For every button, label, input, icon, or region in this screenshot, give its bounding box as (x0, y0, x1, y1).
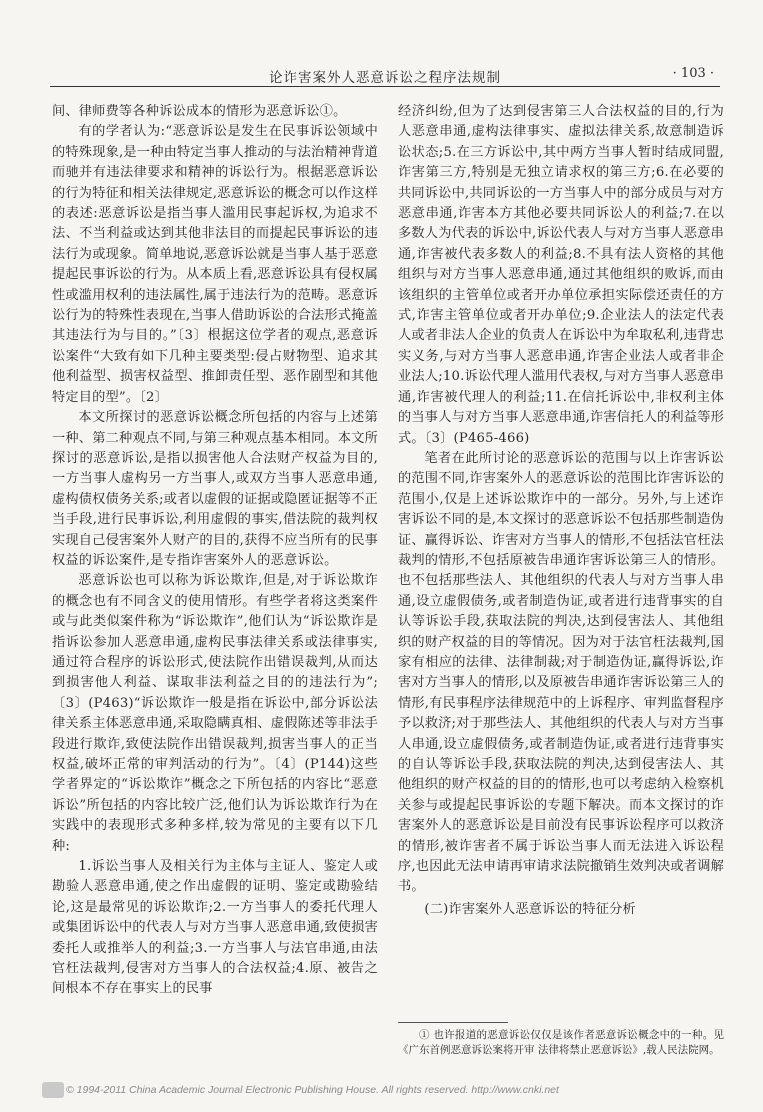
footnote-rule (398, 1022, 508, 1023)
paragraph: 经济纠纷,但为了达到侵害第三人合法权益的目的,行为人恶意串通,虚构法律事实、虚拟法律关系,故意制造诉讼状态;5.在三方诉讼中,其中两方当事人暂时结成同盟,诈害第三方,特别是无独立请求权的第三方;6.在必要的共同诉讼中,共同诉讼的一方当事人中的部分成员与对方恶意串通,诈害本方其他必要共同诉讼人的利益;7.在以多数人为代表的诉讼中,诉讼代表人与对方当事人恶意串通,诈害被代表多数人的利益;8.不具有法人资格的其他组织与对方当事人恶意串通,通过其他组织的败诉,而由该组织的主管单位或者开办单位承担实际偿还责任的方式,诈害主管单位或者开办单位;9.企业法人的法定代表人或者非法人企业的负责人在诉讼中为牟取私利,违背忠实义务,与对方当事人恶意串通,诈害企业法人或者非企业法人;10.诉讼代理人滥用代表权,与对方当事人恶意串通,诈害被代理人的利益;11.在信托诉讼中,非权利主体的当事人与对方当事人恶意串通,诈害信托人的利益等形式。〔3〕(P465-466) (398, 104, 724, 446)
paragraph: 1.诉讼当事人及相关行为主体与主证人、鉴定人或勘验人恶意串通,使之作出虚假的证明、鉴定或勘验结论,这是最常见的诉讼欺诈;2.一方当事人的委托代理人或集团诉讼中的代表人与对方当事人恶意串通,致使损害委托人或推举人的利益;3.一方当事人与法官串通,由法官枉法裁判,侵害对方当事人的合法权益;4.原、被告之间根本不存在事实上的民事 (52, 859, 378, 997)
running-title: 论诈害案外人恶意诉讼之程序法规制 (269, 70, 501, 86)
paragraph: 笔者在此所讨论的恶意诉讼的范围与以上诈害诉讼的范围不同,诈害案外人的恶意诉讼的范围比诈害诉讼的范围小,仅是上述诉讼欺诈中的一部分。另外,与上述诈害诉讼不同的是,本文探讨的恶意诉讼不包括那些制造伪证、赢得诉讼、诈害对方当事人的情形,不包括法官枉法裁判的情形,不包括原被告串通诈害诉讼第三人的情形。也不包括那些法人、其他组织的代表人与对方当事人串通,设立虚假债务,或者制造伪证,或者进行违背事实的自认等诉讼手段,获取法院的判决,达到侵害法人、其他组织的财产权益的目的等情况。因为对于法官枉法裁判,国家有相应的法律、法律制裁;对于制造伪证,赢得诉讼,诈害对方当事人的情形,以及原被告串通诈害诉讼第三人的情形,有民事程序法律规范中的上诉程序、审判监督程序予以救济;对于那些法人、其他组织的代表人与对方当事人串通,设立虚假债务,或者制造伪证,或者进行违背事实的自认等诉讼手段,获取法院的判决,达到侵害法人、其他组织的财产权益的目的的情形,也可以考虑纳入检察机关参与或提起民事诉讼的专题下解决。而本文探讨的诈害案外人的恶意诉讼是目前没有民事诉讼程序可以救济的情形,被诈害者不属于诉讼当事人而无法进入诉讼程序,也因此无法申请再审请求法院撤销生效判决或者调解书。 (398, 450, 724, 895)
paragraph: 间、律师费等各种诉讼成本的情形为恶意诉讼①。 (52, 104, 347, 119)
right-column (398, 102, 724, 920)
paragraph: 有的学者认为:“恶意诉讼是发生在民事诉讼领域中的特殊现象,是一种由特定当事人推动的与法治精神背道而驰并有违法律要求和精神的诉讼行为。根据恶意诉讼的行为特征和相关法律规定,恶意诉讼的概念可以作这样的表述:恶意诉讼是指当事人滥用民事起诉权,为追求不法、不当利益或达到其他非法目的而提起民事诉讼的违法行为或现象。简单地说,恶意诉讼就是当事人基于恶意提起民事诉讼的行为。从本质上看,恶意诉讼具有侵权属性或滥用权利的违法属性,属于违法行为的范畴。恶意诉讼行为的特殊性表现在,当事人借助诉讼的合法形式掩盖其违法行为与目的。”〔3〕根据这位学者的观点,恶意诉讼案件“大致有如下几种主要类型:侵占财物型、追求其他利益型、损害权益型、推卸责任型、恶作剧型和其他特定目的型”。〔2〕 (52, 124, 378, 405)
header-rule (50, 86, 720, 87)
cnki-logo-icon (42, 1082, 64, 1098)
section-subheading: (二)诈害案外人恶意诉讼的特征分析 (424, 901, 636, 917)
footnote: ① 也许报道的恶意诉讼仅仅是该作者恶意诉讼概念中的一种。见《广东首例恶意诉讼案将开审 法律将禁止恶意诉讼》,载人民法院网。 (398, 1029, 724, 1056)
paragraph: 恶意诉讼也可以称为诉讼欺诈,但是,对于诉讼欺诈的概念也有不同含义的使用情形。有些学者将这类案件或与此类似案件称为“诉讼欺诈”,他们认为“诉讼欺诈是指诉讼参加人恶意串通,虚构民事法律关系或法律事实,通过符合程序的诉讼形式,使法院作出错误裁判,从而达到损害他人利益、谋取非法利益之目的的违法行为”;〔3〕(P463)“诉讼欺诈一般是指在诉讼中,部分诉讼法律关系主体恶意串通,采取隐瞒真相、虚假陈述等非法手段进行欺诈,致使法院作出错误裁判,损害当事人的正当权益,破坏正常的审判活动的行为”。〔4〕(P144)这些学者界定的“诉讼欺诈”概念之下所包括的内容比“恶意诉讼”所包括的内容比较广泛,他们认为诉讼欺诈行为在实践中的表现形式多种多样,较为常见的主要有以下几种: (52, 573, 378, 854)
page-number: · 103 · (672, 66, 714, 81)
copyright-text: © 1994-2011 China Academic Journal Electronic Publishing House. All rights reserved. http://www.cnki.net (66, 1084, 559, 1096)
left-column (52, 102, 378, 1000)
running-header (50, 62, 720, 88)
copyright-footer (0, 1082, 763, 1104)
paragraph: 本文所探讨的恶意诉讼概念所包括的内容与上述第一种、第二种观点不同,与第三种观点基本相同。本文所探讨的恶意诉讼,是指以损害他人合法财产权益为目的,一方当事人虚构另一方当事人,或双方当事人恶意串通,虚构债权债务关系;或者以虚假的证据或隐匿证据等不正当手段,进行民事诉讼,利用虚假的事实,借法院的裁判权实现自己侵害案外人财产的目的,获得不应当所有的民事权益的诉讼案件,是专指诈害案外人的恶意诉讼。 (52, 410, 378, 568)
